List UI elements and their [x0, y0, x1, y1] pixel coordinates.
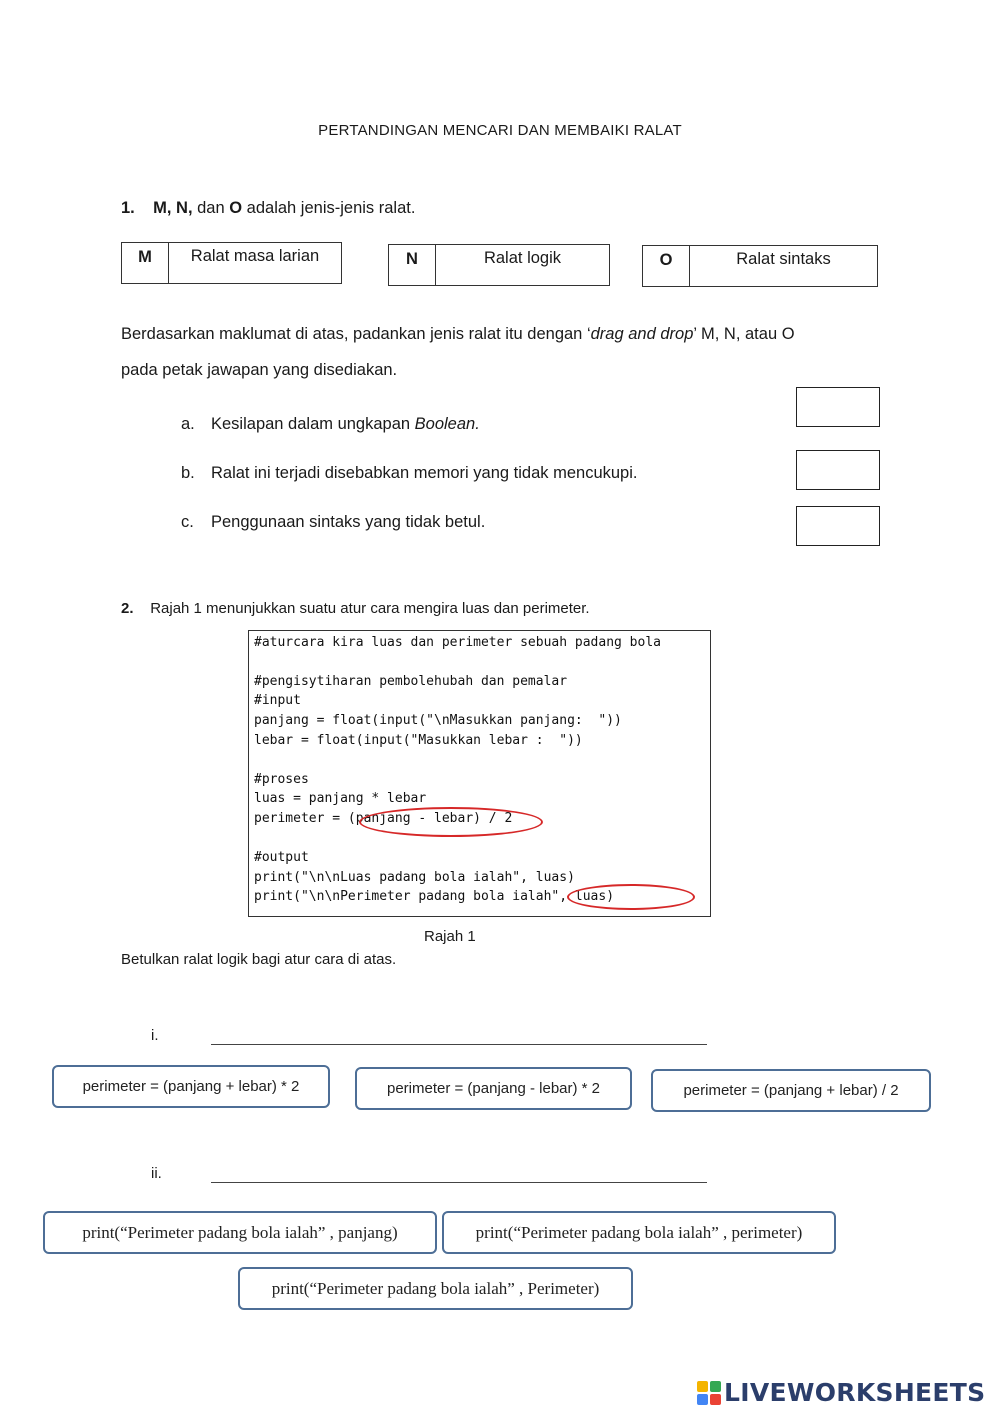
question-2-heading	[121, 600, 590, 617]
question-1-heading	[121, 199, 415, 218]
liveworksheets-logo-icon	[697, 1381, 721, 1405]
answer-blank-ii[interactable]	[211, 1182, 707, 1183]
draggable-option[interactable]: print(“Perimeter padang bola ialah” , panjang)	[43, 1211, 437, 1254]
draggable-option[interactable]: print(“Perimeter padang bola ialah” , Perimeter)	[238, 1267, 633, 1310]
code-line: #output	[254, 850, 309, 865]
code-line: lebar = float(input("Masukkan lebar : "))	[254, 733, 583, 748]
question-number: 2.	[121, 600, 134, 617]
logo-text: LIVEWORKSHEETS	[724, 1378, 986, 1407]
draggable-option[interactable]: perimeter = (panjang + lebar) / 2	[651, 1069, 931, 1112]
item-letter: a.	[181, 415, 195, 433]
item-text: Penggunaan sintaks yang tidak betul.	[211, 513, 486, 531]
error-type-o-table	[642, 245, 878, 287]
answer-drop-box-b[interactable]	[796, 450, 880, 490]
code-figure	[248, 630, 711, 917]
error-highlight-circle	[567, 884, 695, 910]
question-item-c	[181, 513, 485, 532]
error-code: N	[389, 245, 436, 285]
page-title: PERTANDINGAN MENCARI DAN MEMBAIKI RALAT	[318, 122, 682, 139]
instruction-line-1	[121, 325, 795, 344]
code-line: print("\n\nPerimeter padang bola ialah", luas)	[254, 889, 615, 904]
instruction-italic: drag and drop	[590, 325, 694, 343]
answer-drop-box-a[interactable]	[796, 387, 880, 427]
question-2-text: Rajah 1 menunjukkan suatu atur cara mengira luas dan perimeter.	[150, 600, 590, 617]
bold-letters: M, N,	[153, 199, 193, 217]
instruction-text-end: ’ M, N, atau O	[693, 325, 795, 343]
question-number: 1.	[121, 199, 135, 217]
error-code: M	[122, 243, 169, 283]
draggable-option[interactable]: print(“Perimeter padang bola ialah” , perimeter)	[442, 1211, 836, 1254]
question-item-b	[181, 464, 637, 483]
error-highlight-circle	[359, 807, 543, 837]
error-code: O	[643, 246, 690, 286]
error-label: Ralat sintaks	[736, 250, 831, 268]
error-type-n-table	[388, 244, 610, 286]
answer-blank-i[interactable]	[211, 1044, 707, 1045]
code-line: luas = panjang * lebar	[254, 791, 427, 806]
text-end: adalah jenis-jenis ralat.	[242, 199, 416, 217]
item-letter: c.	[181, 513, 194, 531]
draggable-option[interactable]: perimeter = (panjang - lebar) * 2	[355, 1067, 632, 1110]
instruction-text: Berdasarkan maklumat di atas, padankan jenis ralat itu dengan ‘	[121, 325, 591, 343]
blank-label-ii: ii.	[151, 1165, 162, 1182]
item-letter: b.	[181, 464, 195, 482]
code-line: perimeter = (panjang - lebar) / 2	[254, 811, 513, 826]
code-line: #input	[254, 693, 301, 708]
code-line: #pengisytiharan pembolehubah dan pemalar	[254, 674, 568, 689]
fix-instruction: Betulkan ralat logik bagi atur cara di atas.	[121, 951, 397, 968]
code-line: panjang = float(input("\nMasukkan panjang: "))	[254, 713, 622, 728]
text-mid: dan	[192, 199, 230, 217]
item-text: Kesilapan dalam ungkapan	[211, 415, 415, 433]
answer-drop-box-c[interactable]	[796, 506, 880, 546]
bold-o: O	[229, 199, 243, 217]
instruction-line-2: pada petak jawapan yang disediakan.	[121, 361, 398, 379]
code-line: print("\n\nLuas padang bola ialah", luas)	[254, 870, 575, 885]
blank-label-i: i.	[151, 1027, 159, 1044]
liveworksheets-logo[interactable]	[697, 1378, 985, 1407]
error-type-m-table	[121, 242, 342, 284]
error-label: Ralat logik	[483, 249, 562, 267]
error-label: Ralat masa larian	[190, 247, 320, 265]
item-text: Ralat ini terjadi disebabkan memori yang tidak mencukupi.	[211, 464, 638, 482]
figure-caption: Rajah 1	[424, 928, 476, 945]
item-italic: Boolean.	[414, 415, 480, 433]
draggable-option[interactable]: perimeter = (panjang + lebar) * 2	[52, 1065, 330, 1108]
code-line: #proses	[254, 772, 309, 787]
question-item-a	[181, 415, 480, 434]
code-line: #aturcara kira luas dan perimeter sebuah padang bola	[254, 635, 661, 650]
